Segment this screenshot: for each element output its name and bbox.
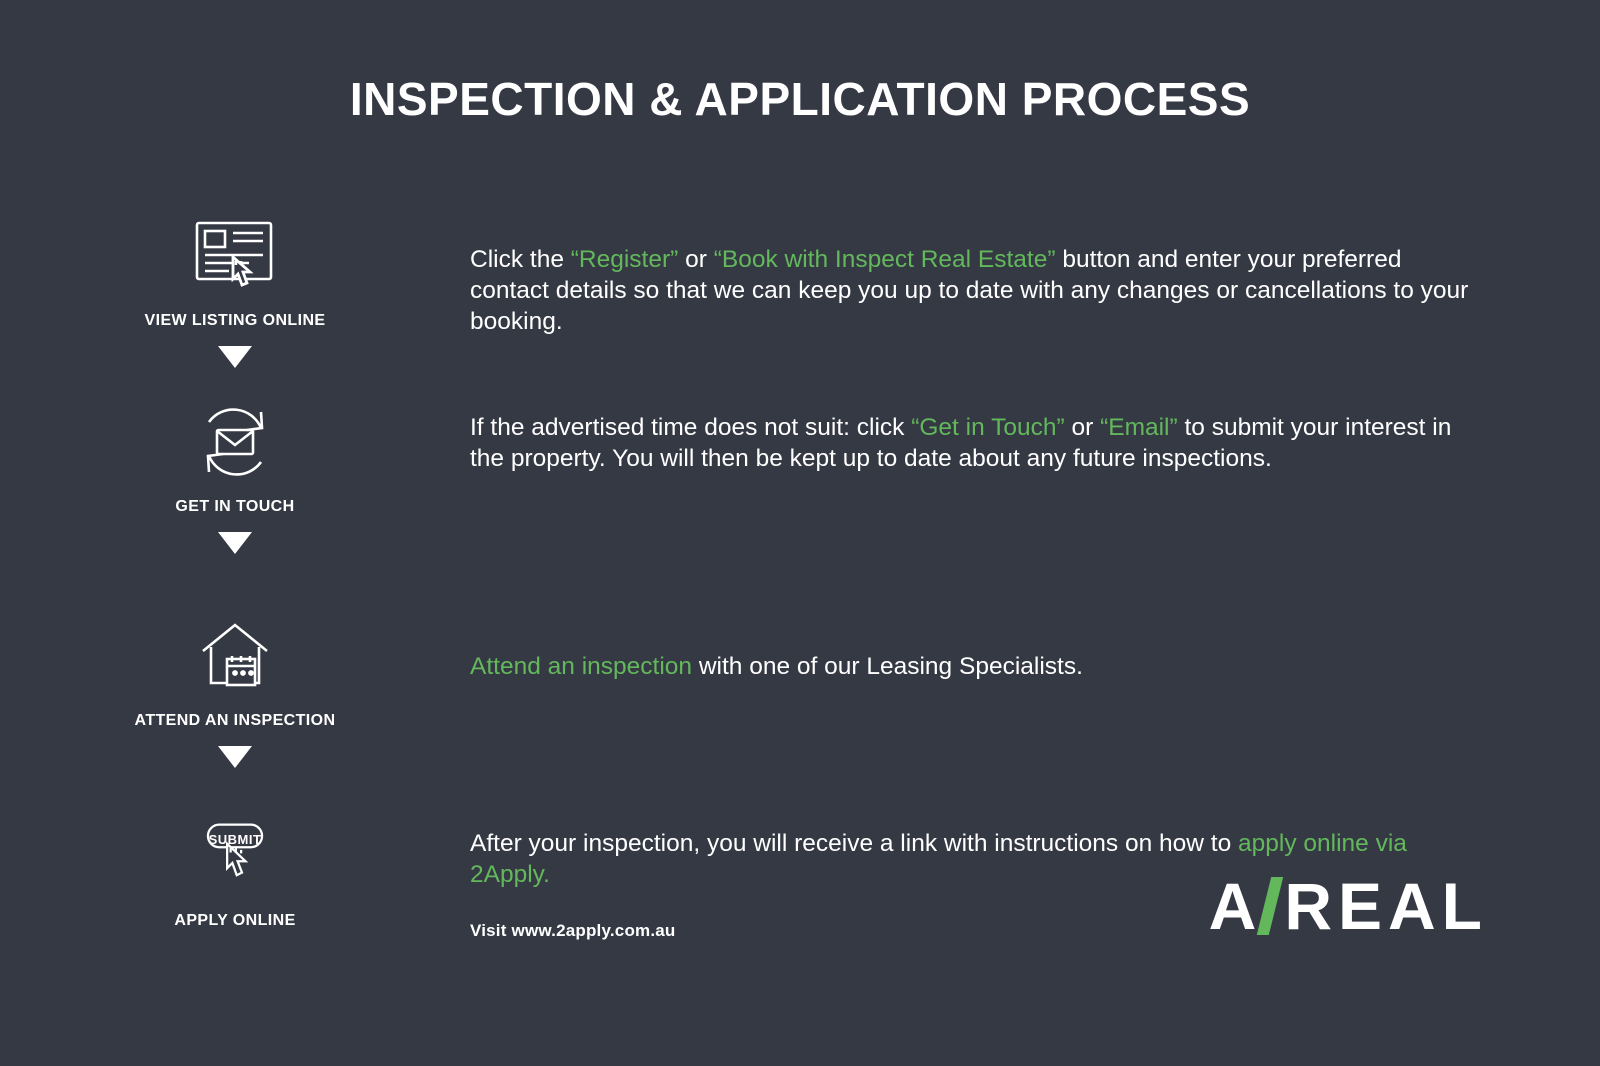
step-3-label: ATTEND AN INSPECTION bbox=[134, 712, 336, 729]
step-1-text-3: “Book with Inspect Real Estate” bbox=[713, 246, 1056, 273]
step-1-description bbox=[470, 216, 1600, 337]
submit-button-label: SUBMIT bbox=[208, 832, 262, 847]
process-step-view-listing-online bbox=[0, 216, 1600, 368]
step-4-icon-column bbox=[0, 816, 470, 930]
step-4-footnote: Visit www.2apply.com.au bbox=[470, 921, 676, 941]
step-2-label: GET IN TOUCH bbox=[175, 498, 295, 515]
step-1-label: VIEW LISTING ONLINE bbox=[144, 312, 326, 329]
step-2-text-1: “Get in Touch” bbox=[911, 414, 1065, 441]
submit-button-click-icon bbox=[187, 816, 283, 896]
listing-click-icon bbox=[187, 216, 283, 296]
logo-letter-a: A bbox=[1208, 869, 1259, 943]
step-4-text-0: After your inspection, you will receive a link with instructions on how to bbox=[470, 830, 1239, 857]
step-2-description bbox=[470, 402, 1600, 474]
flow-arrow-2 bbox=[218, 532, 252, 554]
brand-logo bbox=[1209, 868, 1488, 944]
flow-arrow-1 bbox=[218, 346, 252, 368]
step-2-text-4: to submit your interest in the property. You will then be kept up to date about any future inspections. bbox=[470, 414, 1452, 473]
process-step-get-in-touch bbox=[0, 402, 1600, 554]
process-step-attend-an-inspection bbox=[0, 616, 1600, 768]
step-1-text-2: or bbox=[678, 246, 714, 273]
step-3-description bbox=[470, 616, 1600, 682]
flow-arrow-3 bbox=[218, 746, 252, 768]
step-1-text-1: “Register” bbox=[570, 246, 679, 273]
step-4-label: APPLY ONLINE bbox=[174, 912, 296, 929]
step-1-text-4: button and enter your preferred contact details so that we can keep you up to date with any changes or cancellations to your booking. bbox=[470, 246, 1469, 336]
step-2-text-3: “Email” bbox=[1100, 414, 1178, 441]
step-3-icon-column bbox=[0, 616, 470, 768]
step-2-text-0: If the advertised time does not suit: click bbox=[470, 414, 912, 441]
house-calendar-icon bbox=[187, 616, 283, 696]
email-refresh-icon bbox=[187, 402, 283, 482]
step-1-text-0: Click the bbox=[470, 246, 571, 273]
step-3-text-0: Attend an inspection bbox=[470, 653, 693, 680]
step-2-text-2: or bbox=[1064, 414, 1101, 441]
step-1-icon-column bbox=[0, 216, 470, 368]
page-title: INSPECTION & APPLICATION PROCESS bbox=[349, 73, 1251, 125]
step-3-text-1: with one of our Leasing Specialists. bbox=[692, 653, 1083, 680]
logo-slash-icon bbox=[1257, 877, 1283, 935]
step-2-icon-column bbox=[0, 402, 470, 554]
logo-word-real: REAL bbox=[1284, 869, 1488, 943]
step-4-text-1: apply online via 2Apply. bbox=[470, 830, 1407, 889]
